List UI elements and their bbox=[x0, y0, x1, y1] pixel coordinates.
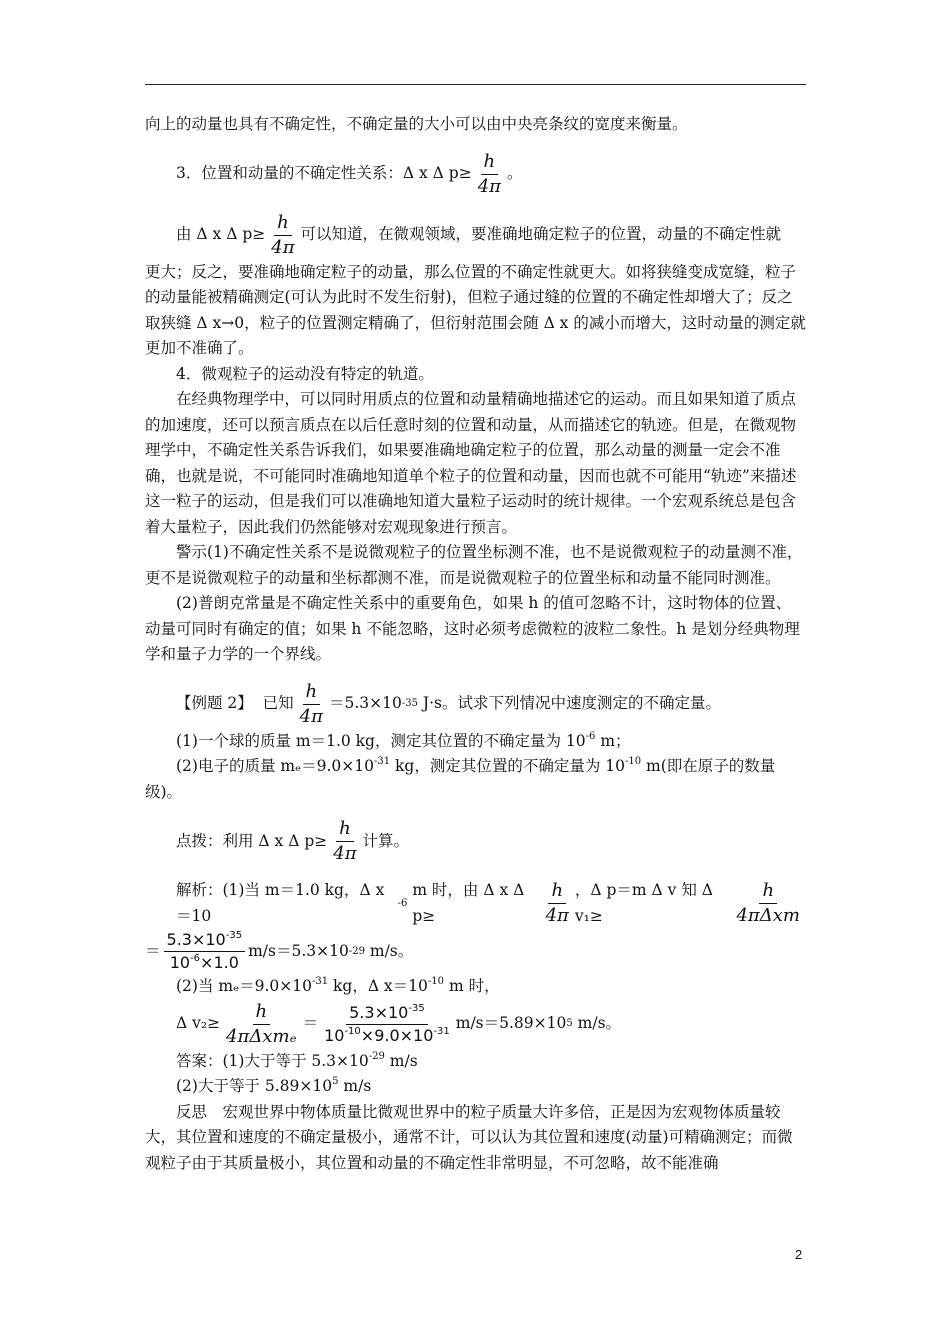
fraction-numeric-2: $\frac{5.3\times 10^{-35}}{10^{-10}\times 9.0\times 10^{-31}}$ bbox=[324, 1002, 450, 1045]
reflection-paragraph: 反思 宏观世界中物体质量比微观世界中的粒子质量大许多倍，正是因为宏观物体质量较大，其位置和速度的不确定量极小，通常不计，可以认为其位置和速度(动量)可精确测定；而微观粒子由于其质量极小，其位置和动量的不确定性非常明显，不可忽略，故不能准确 bbox=[145, 1102, 793, 1172]
fraction-h-over-4pi: $\frac{h}{4\pi}$ bbox=[545, 880, 569, 926]
fraction-numeric-1: $\frac{5.3\times 10^{-35}}{10^{-6}\times 1.0}$ bbox=[164, 929, 246, 974]
page-number: 2 bbox=[795, 1247, 803, 1262]
classic-physics-paragraph: 在经典物理学中，可以同时用质点的位置和动量精确地描述它的运动。而且如果知道了质点的加速度，还可以预言质点在以后任意时刻的位置和动量，从而描述它的轨迹。但是，在微观物理学中，不确定性关系告诉我们，如果要准确地确定粒子的位置，那么动量的测量一定会不准确，也就是说，不可能同时准确地知道单个粒子的位置和动量，因而也就不可能用“轨迹”来描述这一粒子的运动，但是我们可以准确地知道大量粒子运动时的统计规律。一个宏观系统总是包含着大量粒子，因此我们仍然能够对宏观现象进行预言。 bbox=[145, 390, 797, 536]
fraction-h-over-4pi: $\frac{h}{4\pi}$ bbox=[299, 680, 323, 727]
answer-1: 答案：(1)大于等于 $5.3\times 10^{-29}$ m/s bbox=[176, 1050, 418, 1070]
by-relation-line: 由 Δ x Δ p≥ $\frac{h}{4\pi}$ 可以知道，在微观领域，要准确地确定粒子的位置，动量的不确定性就 bbox=[176, 211, 782, 258]
solution-line-1: 解析：(1)当 m＝1.0 kg，Δ x＝10 -6 m 时，由 Δ x Δ p≥ $\frac{h}{4\pi}$ ，Δ p＝m Δ v 知 Δ v₁≥ $\frac{h}{\text{4πΔxm}}$ bbox=[145, 878, 806, 929]
fraction-h-over-4pi: $\frac{h}{4\pi}$ bbox=[271, 211, 295, 258]
fraction-h-over-4pi: $\frac{h}{4\pi}$ bbox=[333, 818, 357, 864]
page-body bbox=[145, 112, 806, 1176]
fraction-h-over-4pi: $\frac{h}{4\pi}$ bbox=[477, 150, 501, 197]
example-label: 【例题 2】 bbox=[176, 694, 253, 713]
item-3-relation: Δ x Δ p≥ bbox=[402, 164, 472, 183]
item-3-line: 3．位置和动量的不确定性关系： Δ x Δ p≥ $\frac{h}{4\pi}$ 。 bbox=[176, 150, 523, 197]
item-4-heading: 4．微观粒子的运动没有特定的轨道。 bbox=[176, 364, 434, 383]
intro-paragraph: 向上的动量也具有不确定性，不确定量的大小可以由中央亮条纹的宽度来衡量。 bbox=[145, 115, 688, 133]
fraction-h-over-4pi-dx-me: $\frac{h}{\text{4πΔxmₑ}}$ bbox=[226, 1000, 297, 1047]
item-3-label: 3．位置和动量的不确定性关系： bbox=[176, 164, 403, 183]
by-relation-paragraph: 更大；反之，要准确地确定粒子的动量，那么位置的不确定性就更大。如将狭缝变成宽缝，粒子的动量能被精确测定(可认为此时不发生衍射)，但粒子通过缝的位置的不确定性却增大了；反之取狭缝 Δ x→0，粒子的位置测定精确了，但衍射范围会随 Δ x 的减小而增大，这时动量的测定就更加不准确了。 bbox=[145, 262, 806, 357]
fraction-h-over-4pi-dx-m: $\frac{h}{\text{4πΔxm}}$ bbox=[736, 880, 800, 926]
warning-paragraph-2: (2)普朗克常量是不确定性关系中的重要角色，如果 h 的值可忽略不计，这时物体的位置、动量可同时有确定的值；如果 h 不能忽略，这时必须考虑微粒的波粒二象性。h 是划分经典物理学和量子力学的一个界线。 bbox=[145, 594, 800, 663]
solution-line-4: Δ v₂≥ $\frac{h}{\text{4πΔxmₑ}}$ ＝ $\frac{5.3\times 10^{-35}}{10^{-10}\times 9.0\times 10^{-31}}$ m/s＝5.89×10 5 m/s。 bbox=[176, 1000, 622, 1047]
question-2: (2)电子的质量 $m_e=9.0\times 10^{-31}$ kg，测定其位置的不确定量为 $10^{-10}$ m(即在原子的数量级)。 bbox=[145, 756, 776, 801]
hint-line: 点拨：利用 Δ x Δ p≥ $\frac{h}{4\pi}$ 计算。 bbox=[176, 818, 410, 864]
solution-line-3: (2)当 $m_e=9.0\times 10^{-31}$ kg，Δ $x=10^{-10}$ m 时， bbox=[176, 976, 500, 995]
warning-paragraph-1: 警示(1)不确定性关系不是说微观粒子的位置坐标测不准，也不是说微观粒子的动量测不准，更不是说微观粒子的动量和坐标都测不准，而是说微观粒子的位置坐标和动量不能同时测准。 bbox=[145, 543, 803, 587]
example-2-line: 【例题 2】 已知 $\frac{h}{4\pi}$ ＝5.3×10 -35 J·s。试求下列情况中速度测定的不确定量。 bbox=[176, 680, 721, 727]
header-rule bbox=[145, 84, 806, 85]
answer-2: (2)大于等于 $5.89\times 10^5$ m/s bbox=[176, 1076, 372, 1095]
solution-line-2: ＝ $\frac{5.3\times 10^{-35}}{10^{-6}\times 1.0}$ m/s＝5.3×10 -29 m/s。 bbox=[145, 930, 414, 972]
question-1: (1)一个球的质量 m＝1.0 kg，测定其位置的不确定量为 $10^{-6}$ m； bbox=[176, 730, 631, 750]
